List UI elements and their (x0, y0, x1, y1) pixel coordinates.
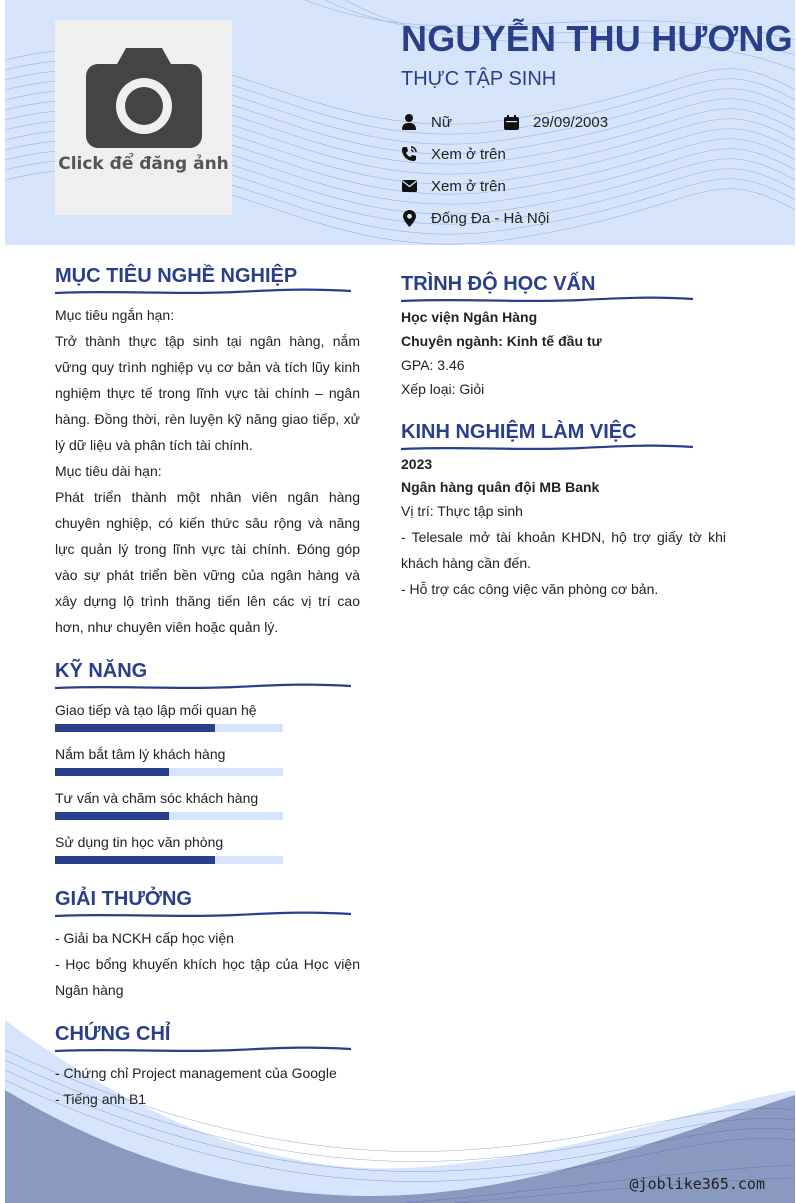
photo-upload[interactable] (55, 20, 232, 215)
skill-bar-fill (55, 768, 169, 776)
certificates-underline (55, 1045, 351, 1055)
skills-underline (55, 682, 351, 692)
map-pin-icon (401, 209, 417, 227)
skill-bar-fill (55, 812, 169, 820)
education-gpa: GPA: 3.46 (401, 357, 465, 373)
cv-page (5, 0, 795, 1203)
skills-title: KỸ NĂNG (55, 660, 148, 682)
phone-value: Xem ở trên (431, 145, 506, 163)
skill-item (55, 834, 283, 864)
awards-title: GIẢI THƯỞNG (55, 888, 192, 910)
skill-bar (55, 856, 283, 864)
awards-underline (55, 910, 351, 920)
certificates-list (55, 1060, 360, 1112)
experience-year: 2023 (401, 456, 433, 472)
awards-list (55, 925, 360, 1003)
objective-long-text: Phát triển thành một nhân viên ngân hàng chuyên nghiệp, có kiến thức sâu rộng và năng lực quản lý trong lĩnh vực tài chính. Đóng góp vào sự phát triển bền vững của ngân hàng và xây dựng lộ trình thăng tiến lên các vị trí cao hơn, như chuyên viên hoặc quản lý. (55, 489, 360, 635)
objective-text (55, 302, 360, 640)
skill-bar (55, 768, 283, 776)
envelope-icon (401, 177, 417, 195)
experience-details (401, 452, 726, 602)
education-underline (401, 295, 693, 305)
education-title: TRÌNH ĐỘ HỌC VẤN (401, 273, 596, 295)
address-row (401, 209, 549, 227)
gender-value: Nữ (431, 113, 452, 131)
education-details (401, 305, 726, 401)
award-item: - Học bổng khuyến khích học tập của Học viện Ngân hàng (55, 956, 360, 998)
education-rank: Xếp loại: Giỏi (401, 381, 485, 397)
photo-upload-label: Click để đăng ảnh (58, 154, 229, 174)
gender-row (401, 113, 452, 131)
skill-item (55, 702, 283, 732)
skill-item (55, 790, 283, 820)
candidate-name: NGUYỄN THU HƯƠNG (401, 18, 793, 59)
objective-short-text: Trở thành thực tập sinh tại ngân hàng, nắm vững quy trình nghiệp vụ cơ bản và tích lũy kinh nghiệm thực tế trong lĩnh vực tài chính – ngân hàng. Đồng thời, rèn luyện kỹ năng giao tiếp, xử lý dữ liệu và phân tích tài chính. (55, 333, 360, 453)
objective-title: MỤC TIÊU NGHỀ NGHIỆP (55, 265, 298, 287)
skill-label: Giao tiếp và tạo lập mối quan hệ (55, 702, 257, 718)
objective-long-label: Mục tiêu dài hạn: (55, 463, 162, 479)
phone-icon (401, 145, 417, 163)
skill-bar-fill (55, 724, 215, 732)
skill-label: Sử dụng tin học văn phòng (55, 834, 224, 850)
user-icon (401, 113, 417, 131)
skill-label: Nắm bắt tâm lý khách hàng (55, 746, 226, 762)
birthdate-row (503, 113, 608, 131)
certificate-item: - Chứng chỉ Project management của Google (55, 1065, 337, 1081)
watermark: @joblike365.com (629, 1175, 765, 1193)
email-row (401, 177, 506, 195)
award-item: - Giải ba NCKH cấp học viện (55, 930, 234, 946)
experience-position: Vị trí: Thực tập sinh (401, 503, 523, 519)
certificate-item: - Tiếng anh B1 (55, 1091, 147, 1107)
phone-row (401, 145, 506, 163)
experience-duty: - Telesale mở tài khoản KHDN, hộ trợ giấy tờ khi khách hàng cần đến. (401, 529, 726, 571)
skill-label: Tư vấn và chăm sóc khách hàng (55, 790, 259, 806)
camera-icon (86, 48, 202, 148)
calendar-icon (503, 113, 519, 131)
skill-bar (55, 812, 283, 820)
education-school: Học viện Ngân Hàng (401, 309, 538, 325)
skill-item (55, 746, 283, 776)
skill-bar-fill (55, 856, 215, 864)
experience-duty: - Hỗ trợ các công việc văn phòng cơ bản. (401, 581, 659, 597)
experience-title: KINH NGHIỆM LÀM VIỆC (401, 421, 637, 443)
experience-company: Ngân hàng quân đội MB Bank (401, 479, 600, 495)
certificates-title: CHỨNG CHỈ (55, 1023, 171, 1045)
birthdate-value: 29/09/2003 (533, 113, 609, 131)
education-major: Chuyên ngành: Kinh tế đầu tư (401, 333, 602, 349)
skill-bar (55, 724, 283, 732)
email-value: Xem ở trên (431, 177, 506, 195)
objective-underline (55, 287, 351, 297)
objective-short-label: Mục tiêu ngắn hạn: (55, 307, 175, 323)
candidate-role: THỰC TẬP SINH (401, 68, 557, 90)
address-value: Đống Đa - Hà Nội (431, 209, 550, 227)
